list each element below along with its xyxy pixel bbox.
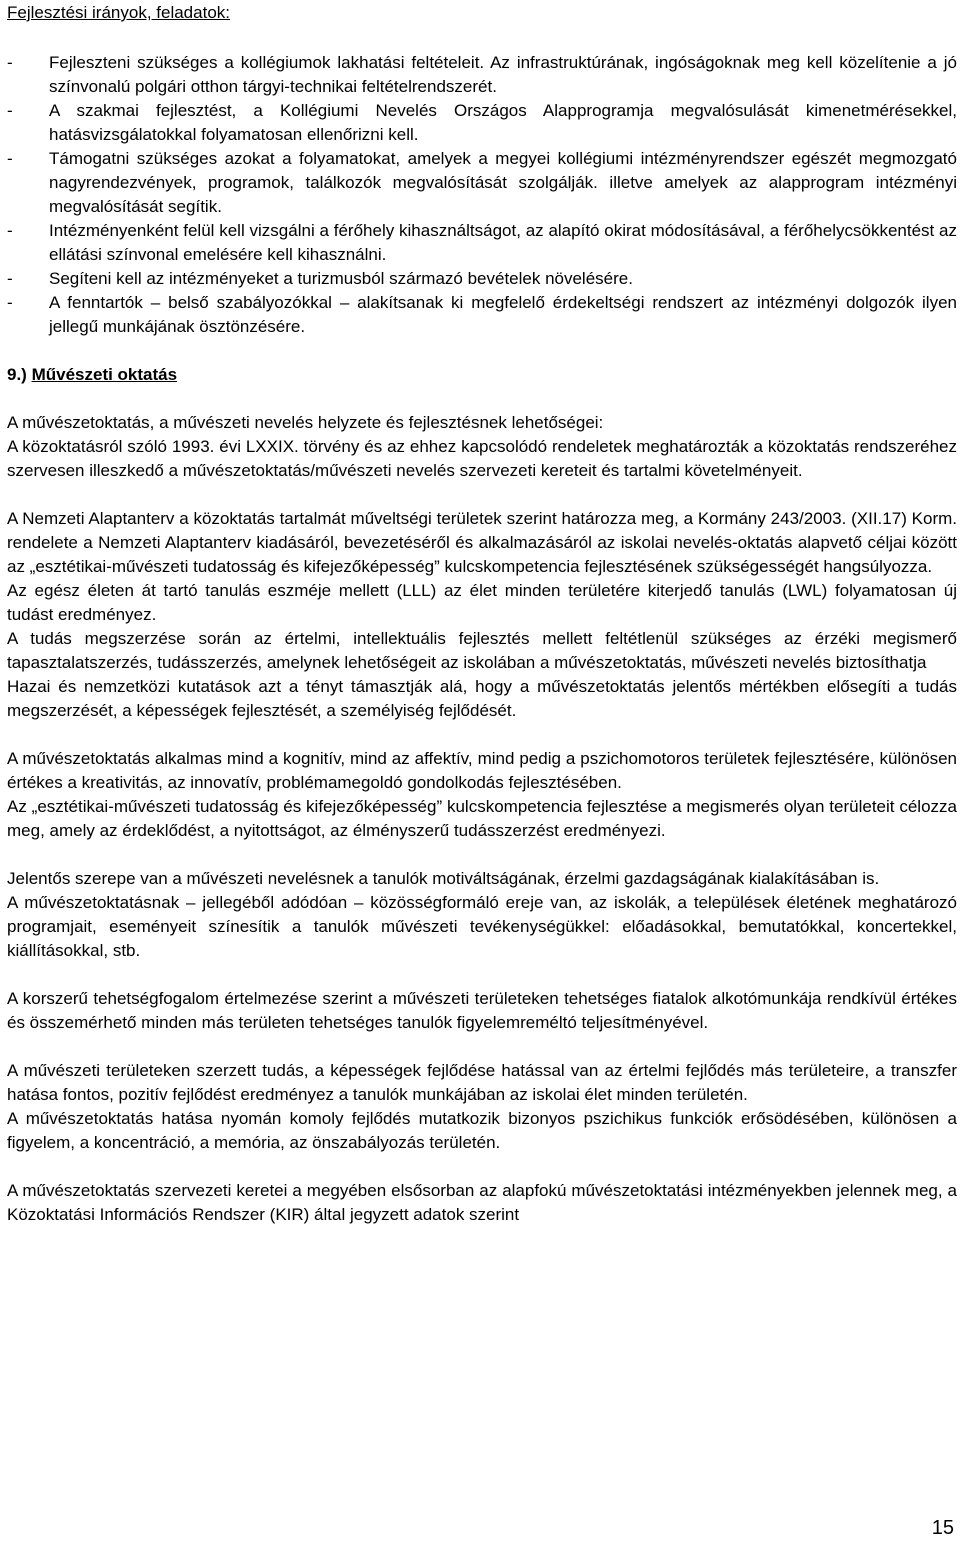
paragraph: A közoktatásról szóló 1993. évi LXXIX. törvény és az ehhez kapcsolódó rendeletek meghatározták a közoktatás rendszeréhez szervesen illeszkedő a művészetoktatás/művészeti nevelés szervezeti kereteit és tartalmi követelményeit. [7, 437, 957, 480]
list-item-text: Támogatni szükséges azokat a folyamatokat, amelyek a megyei kollégiumi intézményrendszer egészét megmozgató nagyrendezvények, programok, találkozók megvalósítását szolgálják. illetve amelyek az alapprogram intézményi megvalósítását segítik. [49, 149, 957, 216]
bullet-marker: - [7, 101, 13, 120]
list-item-text: A fenntartók – belső szabályozókkal – alakítsanak ki megfelelő érdekeltségi rendszert az intézményi dolgozók ilyen jellegű munkájának ösztönzésére. [49, 293, 957, 336]
bullet-marker: - [7, 53, 13, 72]
paragraph: Az egész életen át tartó tanulás eszméje mellett (LLL) az élet minden területére kiterjedő tanulás (LWL) folyamatosan új tudást eredményez. [7, 581, 957, 624]
section-number: 9.) [7, 365, 27, 384]
list-item [7, 267, 957, 291]
list-item [7, 219, 957, 267]
paragraph: A művészetoktatás szervezeti keretei a megyében elsősorban az alapfokú művészetoktatási intézményekben jelennek meg, a Közoktatási Információs Rendszer (KIR) által jegyzett adatok szerint [7, 1181, 957, 1224]
paragraph: A korszerű tehetségfogalom értelmezése szerint a művészeti területeken tehetséges fiatalok alkotómunkája rendkívül értékes és összemérhető minden más területen tehetséges tanulók figyelemreméltó teljesítményével. [7, 989, 957, 1032]
list-item-text: Intézményenként felül kell vizsgálni a férőhely kihasználtságot, az alapító okirat módosításával, a férőhelycsökkentést az ellátási színvonal emelésére kell kihasználni. [49, 221, 957, 264]
bullet-marker: - [7, 293, 13, 312]
list-item [7, 99, 957, 147]
paragraph: A művészeti területeken szerzett tudás, a képességek fejlődése hatással van az értelmi fejlődés más területeire, a transzfer hatása fontos, pozitív fejlődést eredményez a tanulók munkájában az iskolai élet minden területén. [7, 1061, 957, 1104]
section-title-text: Művészeti oktatás [31, 365, 178, 384]
document-page [7, 0, 957, 1227]
paragraph: A Nemzeti Alaptanterv a közoktatás tartalmát műveltségi területek szerint határozza meg, a Kormány 243/2003. (XII.17) Korm. rendelete a Nemzeti Alaptanterv kiadásáról, bevezetéséről és alkalmazásáról az iskolai nevelés-oktatás alapvető céljai között az „esztétikai-művészeti tudatosság és kifejezőképesség” kulcskompetencia fejlesztésének szükségességét hangsúlyozza. [7, 509, 957, 576]
bullet-list [7, 51, 957, 339]
list-item-text: A szakmai fejlesztést, a Kollégiumi Nevelés Országos Alapprogramja megvalósulását kimenetmérésekkel, hatásvizsgálatokkal folyamatosan ellenőrizni kell. [49, 101, 957, 144]
section-title [7, 363, 957, 387]
bullet-marker: - [7, 269, 13, 288]
paragraph: A tudás megszerzése során az értelmi, intellektuális fejlesztés mellett feltétlenül szükséges az érzéki megismerő tapasztalatszerzés, tudásszerzés, amelynek lehetőségeit az iskolában a művészetoktatás, művészeti nevelés biztosíthatja [7, 629, 957, 672]
bullet-marker: - [7, 149, 13, 168]
list-item [7, 291, 957, 339]
paragraph: A művészetoktatás, a művészeti nevelés helyzete és fejlesztésnek lehetőségei: [7, 413, 604, 432]
paragraph: A művészetoktatás hatása nyomán komoly fejlődés mutatkozik bizonyos pszichikus funkciók erősödésében, különösen a figyelem, a koncentráció, a memória, az önszabályozás területén. [7, 1109, 957, 1152]
spacer [7, 25, 957, 51]
list-item-text: Fejleszteni szükséges a kollégiumok lakhatási feltételeit. Az infrastruktúrának, ingóságoknak meg kell közelítenie a jó színvonalú polgári otthon tárgyi-technikai feltételrendszerét. [49, 53, 957, 96]
paragraph: Jelentős szerepe van a művészeti nevelésnek a tanulók motiváltságának, érzelmi gazdagságának kialakításában is. [7, 869, 880, 888]
page-heading: Fejlesztési irányok, feladatok: [7, 3, 230, 22]
page-number: 15 [931, 1517, 954, 1539]
paragraph: A művészetoktatás alkalmas mind a kognitív, mind az affektív, mind pedig a pszichomotoros területek fejlesztésére, különösen értékes a kreativitás, az innovatív, problémamegoldó gondolkodás fejlesztésében. [7, 749, 957, 792]
list-item [7, 147, 957, 219]
paragraph: Az „esztétikai-művészeti tudatosság és kifejezőképesség” kulcskompetencia fejlesztése a megismerés olyan területeit célozza meg, amely az érdeklődést, a nyitottságot, az élményszerű tudásszerzést eredményezi. [7, 797, 957, 840]
paragraph: Hazai és nemzetközi kutatások azt a tényt támasztják alá, hogy a művészetoktatás jelentős mértékben elősegíti a tudás megszerzését, a képességek fejlesztését, a személyiség fejlődését. [7, 677, 957, 720]
paragraph: A művészetoktatásnak – jellegéből adódóan – közösségformáló ereje van, az iskolák, a települések életének meghatározó programjait, eseményeit színesítik a tanulók művészeti tevékenységükkel: előadásokkal, bemutatókkal, koncertekkel, kiállításokkal, stb. [7, 893, 957, 960]
list-item-text: Segíteni kell az intézményeket a turizmusból származó bevételek növelésére. [49, 269, 633, 288]
list-item [7, 51, 957, 99]
bullet-marker: - [7, 221, 13, 240]
